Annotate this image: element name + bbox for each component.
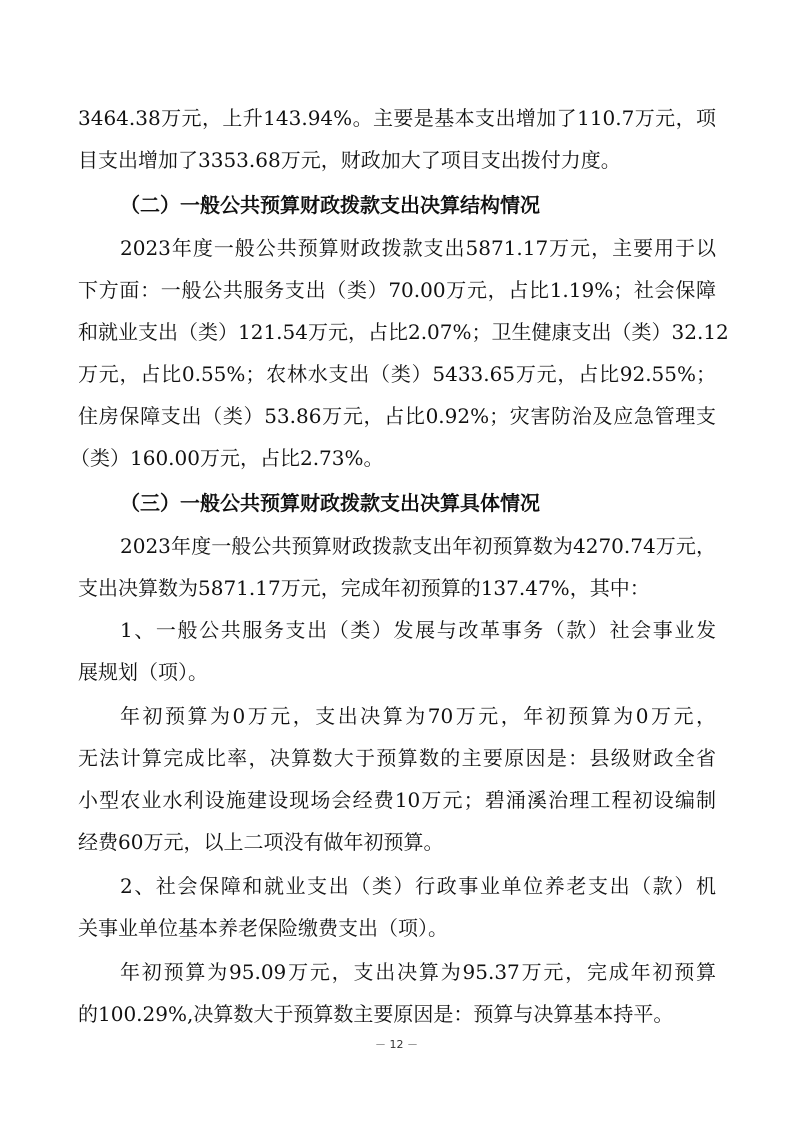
paragraph-line [0,438,793,478]
paragraph-line [0,568,793,608]
line-text: 关事业单位基本养老保险缴费支出（项）。 [78,916,448,940]
line-text: 支出决算数为5871.17万元，完成年初预算的137.47%，其中： [78,576,650,600]
line-text: 下方面：一般公共服务支出（类）70.00万元，占比1.19%；社会保障 [78,278,716,302]
heading-text: （二）一般公共预算财政拨款支出决算结构情况 [120,193,540,217]
section-heading [0,483,793,523]
line-text: 目支出增加了3353.68万元，财政加大了项目支出拨付力度。 [78,148,621,172]
paragraph-line [0,994,793,1034]
line-text: 万元，占比0.55%；农林水支出（类）5433.65万元，占比92.55%； [78,362,716,386]
line-text: 2、社会保障和就业支出（类）行政事业单位养老支出（款）机 [120,874,716,898]
paragraph-line [0,354,793,394]
line-text: 经费60万元，以上二项没有做年初预算。 [78,830,444,854]
paragraph-line [0,140,793,180]
line-text: 住房保障支出（类）53.86万元，占比0.92%；灾害防治及应急管理支 [78,404,716,428]
line-text: 年初预算为95.09万元，支出决算为95.37万元，完成年初预算 [120,960,716,984]
line-text: 和就业支出（类）121.54万元，占比2.07%；卫生健康支出（类）32.12 [78,320,729,344]
paragraph-line [0,780,793,820]
section-heading [0,185,793,225]
paragraph-line [0,908,793,948]
page-number: － 12 － [375,1038,418,1051]
line-text: 2023年度一般公共预算财政拨款支出5871.17万元，主要用于以 [120,236,716,260]
line-text: 无法计算完成比率，决算数大于预算数的主要原因是：县级财政全省 [78,746,716,770]
line-text: 2023年度一般公共预算财政拨款支出年初预算数为4270.74万元， [120,534,716,558]
line-text: 3464.38万元，上升143.94%。主要是基本支出增加了110.7万元，项 [78,106,716,130]
paragraph-line [0,822,793,862]
paragraph-line [0,866,793,906]
line-text: 的100.29%,决算数大于预算数主要原因是：预算与决算基本持平。 [78,1002,674,1026]
paragraph-line [0,652,793,692]
paragraph-line [0,696,793,736]
heading-text: （三）一般公共预算财政拨款支出决算具体情况 [120,491,540,515]
paragraph-line [0,228,793,268]
paragraph-line [0,98,793,138]
paragraph-line [0,610,793,650]
paragraph-line [0,952,793,992]
line-text: （类）160.00万元，占比2.73%。 [70,446,384,470]
paragraph-line [0,312,793,352]
line-text: 年初预算为0万元，支出决算为70万元，年初预算为0万元， [120,704,716,728]
paragraph-line [0,396,793,436]
line-text: 展规划（项）。 [78,660,208,684]
paragraph-line [0,270,793,310]
paragraph-line [0,526,793,566]
line-text: 小型农业水利设施建设现场会经费10万元；碧涌溪治理工程初设编制 [78,788,716,812]
line-text: 1、一般公共服务支出（类）发展与改革事务（款）社会事业发 [120,618,716,642]
paragraph-line [0,738,793,778]
